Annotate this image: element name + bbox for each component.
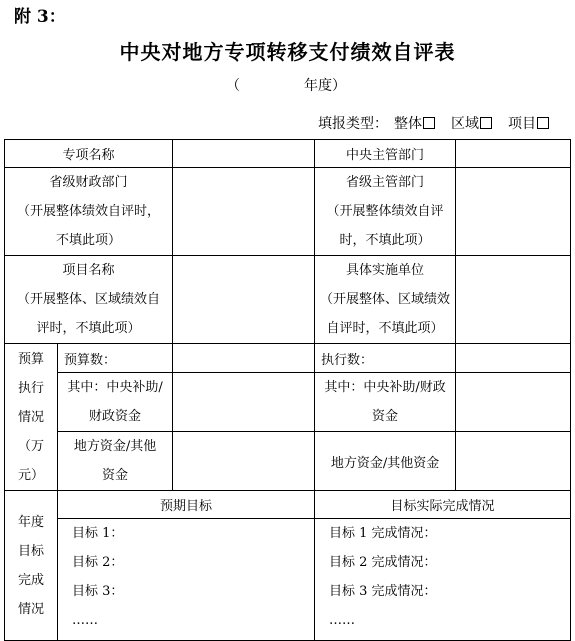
budget-section-label: 预算 执行 情况 （万 元） — [5, 344, 58, 491]
fill-type-option-project[interactable]: 项目 — [508, 116, 549, 132]
expected-goal-item: 目标 2： — [72, 555, 124, 570]
fill-type-label: 填报类型： — [318, 116, 388, 132]
special-name-label: 专项名称 — [5, 140, 173, 168]
expected-goal-header: 预期目标 — [58, 491, 315, 519]
central-subsidy-exec-label: 其中：中央补助/财政 资金 — [315, 373, 456, 432]
special-name-value[interactable] — [173, 140, 315, 168]
actual-goal-item: 目标 2 完成情况： — [329, 555, 437, 570]
central-subsidy-budget-value[interactable] — [173, 373, 315, 432]
local-exec-value[interactable] — [456, 432, 571, 491]
local-budget-label: 地方资金/其他 资金 — [58, 432, 173, 491]
exec-amount-value[interactable] — [456, 344, 571, 373]
actual-goal-item: 目标 3 完成情况： — [329, 584, 437, 599]
year-open-paren: （ — [226, 78, 240, 94]
fill-type-option-region[interactable]: 区域 — [451, 116, 492, 132]
actual-goal-item: …… — [329, 613, 356, 628]
evaluation-table — [4, 139, 571, 641]
budget-amount-value[interactable] — [173, 344, 315, 373]
form-title: 中央对地方专项转移支付绩效自评表 — [119, 40, 456, 64]
expected-goal-item: 目标 1： — [72, 526, 124, 541]
provincial-finance-label: 省级财政部门 （开展整体绩效自评时， 不填此项） — [5, 168, 173, 256]
attachment-label: 附 3： — [14, 7, 66, 27]
fill-type-option-whole[interactable]: 整体 — [394, 116, 435, 132]
project-name-label: 项目名称 （开展整体、区域绩效自 评时，不填此项） — [5, 256, 173, 344]
actual-goal-item: 目标 1 完成情况： — [329, 526, 437, 541]
expected-goal-item: …… — [72, 613, 98, 628]
provincial-dept-value[interactable] — [456, 168, 571, 256]
budget-amount-label: 预算数： — [58, 344, 173, 373]
fill-type-row — [318, 113, 549, 133]
provincial-dept-label: 省级主管部门 （开展整体绩效自评 时，不填此项） — [315, 168, 456, 256]
central-dept-label: 中央主管部门 — [315, 140, 456, 168]
actual-goal-header: 目标实际完成情况 — [315, 491, 571, 519]
expected-goal-item: 目标 3： — [72, 584, 124, 599]
exec-amount-label: 执行数： — [315, 344, 456, 373]
checkbox-project[interactable] — [537, 117, 549, 129]
impl-unit-label: 具体实施单位 （开展整体、区域绩效 自评时，不填此项） — [315, 256, 456, 344]
central-subsidy-exec-value[interactable] — [456, 373, 571, 432]
central-dept-value[interactable] — [456, 140, 571, 168]
annual-goal-section-label: 年度 目标 完成 情况 — [5, 491, 58, 641]
provincial-finance-value[interactable] — [173, 168, 315, 256]
checkbox-region[interactable] — [480, 117, 492, 129]
impl-unit-value[interactable] — [456, 256, 571, 344]
local-budget-value[interactable] — [173, 432, 315, 491]
project-name-value[interactable] — [173, 256, 315, 344]
actual-goals-cell[interactable] — [315, 519, 571, 641]
checkbox-whole[interactable] — [423, 117, 435, 129]
expected-goals-cell[interactable] — [58, 519, 315, 641]
central-subsidy-budget-label: 其中：中央补助/ 财政资金 — [58, 373, 173, 432]
local-exec-label: 地方资金/其他资金 — [315, 432, 456, 491]
year-label: 年度） — [304, 78, 346, 94]
